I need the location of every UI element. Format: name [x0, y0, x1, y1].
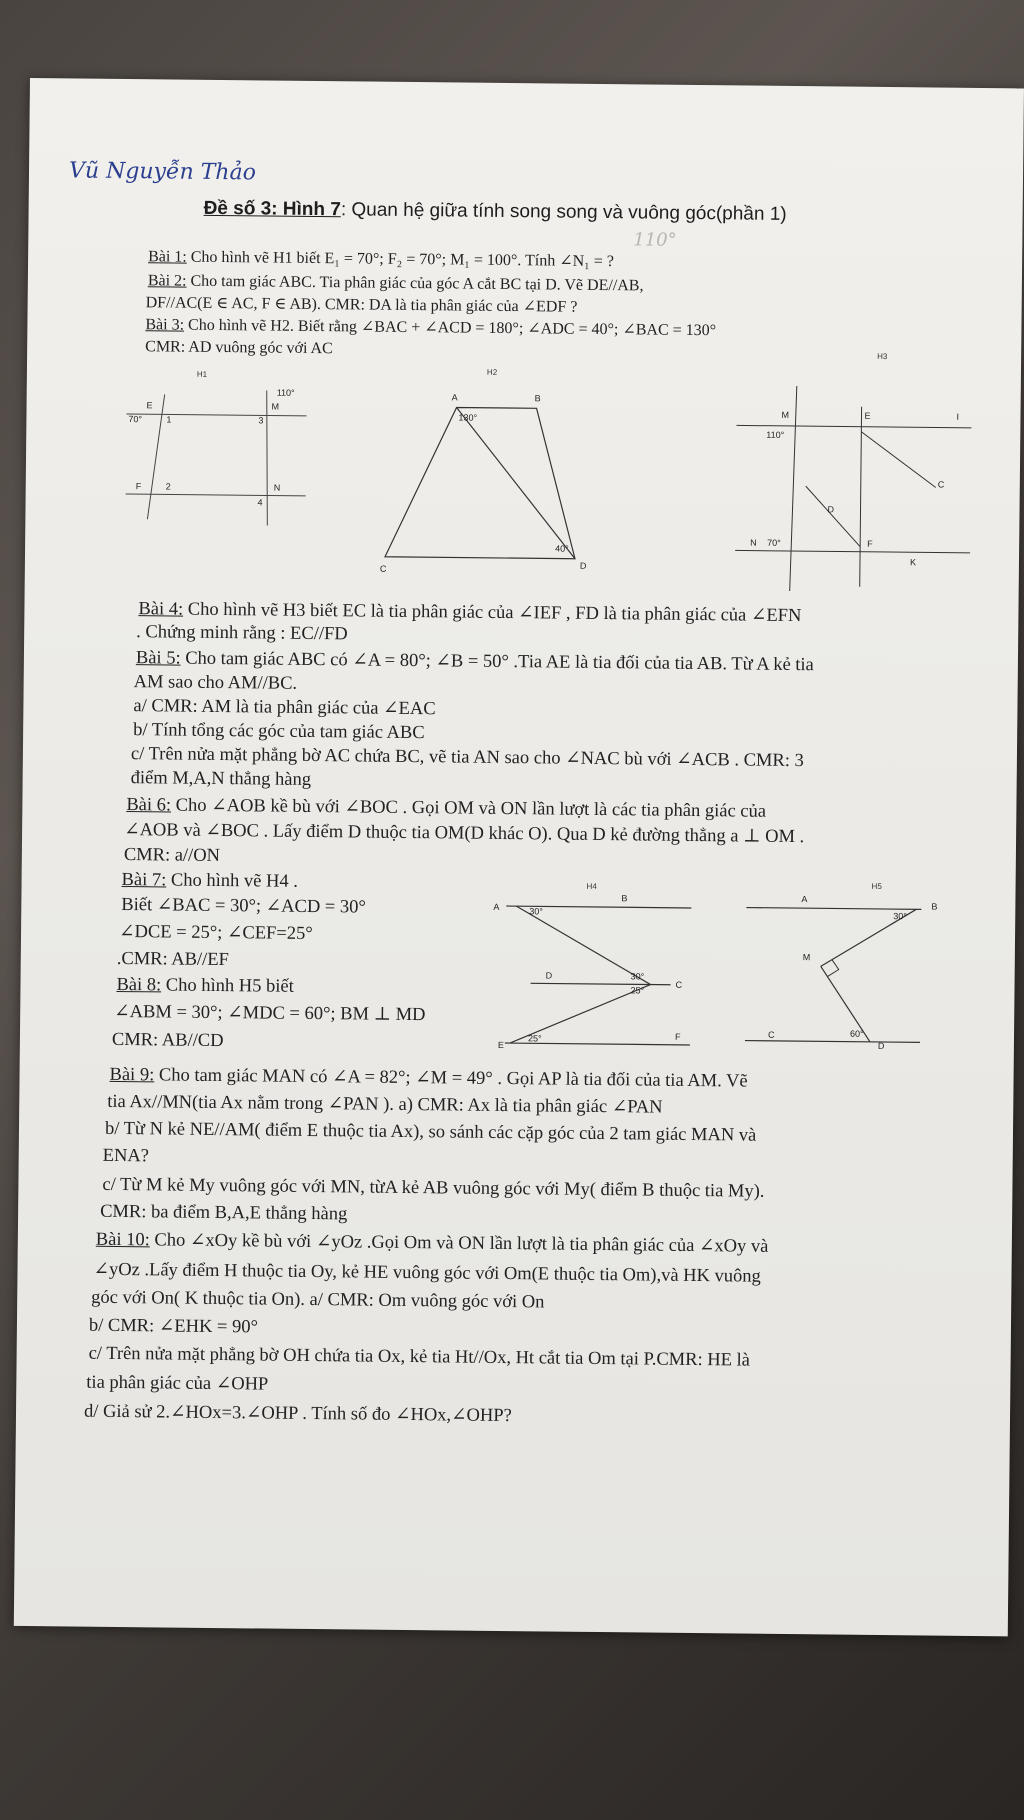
problem-7-line: Biết ∠BAC = 30°; ∠ACD = 30°	[121, 895, 366, 918]
figure-caption: H2	[486, 367, 498, 377]
point-label: I	[956, 411, 960, 422]
angle-label: 25°	[630, 985, 645, 996]
problem-3-line: CMR: AD vuông góc với AC	[145, 338, 333, 358]
problem-10-line: b/ CMR: ∠EHK = 90°	[88, 1315, 259, 1338]
problem-7	[121, 869, 298, 893]
problem-label: Bài 3:	[145, 316, 185, 334]
point-label: C	[937, 479, 945, 490]
point-label: F	[135, 481, 142, 492]
problem-6	[126, 794, 766, 823]
point-label: N	[273, 482, 281, 493]
problem-text: Cho hình vẽ H3 biết EC là tia phân giác của ∠IEF , FD là tia phân giác của ∠EFN	[187, 599, 802, 627]
figure-h1	[105, 364, 317, 536]
angle-index: 3	[258, 415, 264, 426]
problem-9-line: tia Ax//MN(tia Ax nằm trong ∠PAN ). a) CMR: Ax là tia phân giác ∠PAN	[107, 1091, 663, 1118]
point-label: M	[781, 409, 790, 420]
problem-label: Bài 10:	[95, 1229, 150, 1251]
problem-10	[96, 1229, 769, 1258]
point-label: E	[497, 1039, 504, 1051]
problem-3	[145, 315, 716, 340]
author-signature: Vũ Nguyễn Thảo	[68, 158, 257, 186]
figure-h4	[490, 878, 702, 1055]
problem-text: Cho hình vẽ H2. Biết rằng ∠BAC + ∠ACD = 180°; ∠ADC = 40°; ∠BAC = 130°	[188, 316, 717, 340]
problem-10-line: tia phân giác của ∠OHP	[86, 1372, 269, 1395]
point-label: D	[579, 560, 587, 571]
problem-10-line: c/ Trên nửa mặt phẳng bờ OH chứa tia Ox, kẻ tia Ht//Ox, Ht cắt tia Om tại P.CMR: HE là	[88, 1343, 751, 1371]
problem-label: Bài 8:	[116, 974, 162, 996]
angle-label: 110°	[766, 429, 785, 440]
point-label: E	[146, 400, 153, 411]
problem-text: Cho tam giác ABC. Tia phân giác của góc A cắt BC tại D. Vẽ DE//AB,	[190, 272, 644, 295]
problem-1	[148, 247, 614, 271]
point-label: D	[827, 504, 835, 515]
problem-9-line: CMR: ba điểm B,A,E thẳng hàng	[100, 1201, 348, 1225]
problem-5-line: AM sao cho AM//BC.	[133, 672, 298, 694]
problem-6-line: ∠AOB và ∠BOC . Lấy điểm D thuộc tia OM(D khác O). Qua D kẻ đường thẳng a ⊥ OM .	[124, 820, 805, 848]
problem-10-line: d/ Giả sử 2.∠HOx=3.∠OHP . Tính số đo ∠HOx,∠OHP?	[83, 1401, 512, 1427]
problem-text: Cho ∠AOB kề bù với ∠BOC . Gọi OM và ON lần lượt là các tia phân giác của	[175, 795, 767, 822]
point-label: C	[379, 563, 387, 574]
problem-10-line: góc với On( K thuộc tia On). a/ CMR: Om vuông góc với On	[91, 1287, 545, 1313]
point-label: N	[750, 537, 757, 548]
problem-8	[116, 974, 294, 998]
problem-2-line: DF//AC(E ∈ AC, F ∈ AB). CMR: DA là tia phân giác của ∠EDF ?	[145, 294, 578, 316]
point-label: A	[801, 894, 808, 905]
angle-label: 30°	[893, 911, 907, 922]
problem-5-line: điểm M,A,N thẳng hàng	[130, 768, 312, 790]
point-label: E	[864, 410, 871, 421]
figure-h3	[735, 345, 978, 592]
problem-label: Bài 7:	[121, 870, 167, 891]
problem-label: Bài 9:	[109, 1064, 155, 1086]
angle-label: 110°	[276, 387, 295, 398]
point-label: M	[802, 952, 811, 963]
problem-9-line: c/ Từ M kẻ My vuông góc với MN, từA kẻ AB vuông góc với My( điểm B thuộc tia My).	[102, 1174, 765, 1202]
problem-7-line: .CMR: AB//EF	[116, 948, 229, 971]
worksheet-paper	[14, 78, 1024, 1636]
point-label: F	[867, 538, 873, 549]
angle-label: 40°	[555, 543, 569, 554]
problem-6-line: CMR: a//ON	[123, 845, 221, 867]
problem-label: Bài 5:	[135, 648, 181, 669]
problem-text: Cho tam giác MAN có ∠A = 82°; ∠M = 49° . Gọi AP là tia đối của tia AM. Vẽ	[158, 1065, 748, 1092]
figure-h2	[375, 362, 602, 584]
angle-label: 70°	[767, 537, 781, 548]
handwritten-note: 110°	[633, 229, 677, 251]
figure-caption: H5	[871, 881, 882, 891]
title-rest: : Quan hệ giữa tính song song và vuông góc(phần 1)	[340, 199, 787, 225]
problem-text: Cho hình vẽ H1 biết E₁ = 70°; F₂ = 70°; M₁ = 100°. Tính ∠N₁ = ?	[190, 248, 615, 271]
angle-label: 130°	[458, 412, 478, 423]
point-label: A	[493, 901, 500, 912]
figure-caption: H3	[877, 351, 888, 361]
problem-text: Cho ∠xOy kề bù với ∠yOz .Gọi Om và ON lần lượt là tia phân giác của ∠xOy và	[154, 1230, 769, 1257]
point-label: M	[271, 401, 280, 412]
problem-4-line: . Chứng minh rằng : EC//FD	[136, 622, 348, 645]
problem-8-line: ∠ABM = 30°; ∠MDC = 60°; BM ⊥ MD	[114, 1001, 426, 1026]
point-label: F	[674, 1031, 681, 1042]
angle-label: 30°	[529, 906, 543, 917]
point-label: C	[767, 1029, 775, 1040]
problem-9	[109, 1064, 747, 1093]
point-label: K	[909, 557, 917, 568]
angle-index: 1	[166, 414, 172, 425]
point-label: B	[534, 393, 541, 404]
angle-label: 60°	[849, 1028, 864, 1039]
problem-5-line: b/ Tính tổng các góc của tam giác ABC	[133, 720, 425, 744]
problem-9-line: b/ Từ N kẻ NE//AM( điểm E thuộc tia Ax), so sánh các cặp góc của 2 tam giác MAN và	[104, 1118, 757, 1146]
point-label: B	[931, 901, 938, 912]
point-label: D	[877, 1040, 885, 1051]
problem-label: Bài 6:	[126, 795, 172, 816]
figure-caption: H1	[196, 369, 208, 379]
problem-10-line: ∠yOz .Lấy điểm H thuộc tia Oy, kẻ HE vuông góc với Om(E thuộc tia Om),và HK vuông	[93, 1259, 761, 1287]
page-title	[204, 198, 787, 226]
problem-2	[148, 271, 644, 295]
figure-h5	[740, 875, 957, 1057]
figure-caption: H4	[586, 881, 597, 891]
angle-label: 70°	[128, 414, 143, 425]
problem-8-line: CMR: AB//CD	[111, 1029, 224, 1052]
angle-label: 25°	[527, 1033, 542, 1044]
angle-label: 30°	[630, 971, 645, 982]
problem-5-line: a/ CMR: AM là tia phân giác của ∠EAC	[133, 696, 436, 720]
problem-label: Bài 4:	[138, 599, 184, 620]
angle-index: 4	[257, 497, 263, 508]
problem-label: Bài 1:	[148, 248, 187, 266]
point-label: C	[675, 979, 683, 990]
problem-5-line: c/ Trên nửa mặt phẳng bờ AC chứa BC, vẽ tia AN sao cho ∠NAC bù với ∠ACB . CMR: 3	[130, 744, 804, 772]
point-label: A	[451, 392, 458, 403]
problem-7-line: ∠DCE = 25°; ∠CEF=25°	[118, 921, 313, 945]
problem-text: Cho hình H5 biết	[165, 975, 294, 997]
point-label: B	[621, 893, 628, 904]
point-label: D	[545, 970, 553, 981]
problem-text: Cho tam giác ABC có ∠A = 80°; ∠B = 50° .Tia AE là tia đối của tia AB. Từ A kẻ tia	[185, 648, 814, 676]
angle-index: 2	[165, 481, 171, 492]
problem-label: Bài 2:	[147, 272, 187, 290]
problem-9-line: ENA?	[102, 1145, 150, 1167]
problem-text: Cho hình vẽ H4 .	[170, 870, 298, 892]
title-prefix: Đề số 3: Hình 7	[203, 197, 341, 221]
